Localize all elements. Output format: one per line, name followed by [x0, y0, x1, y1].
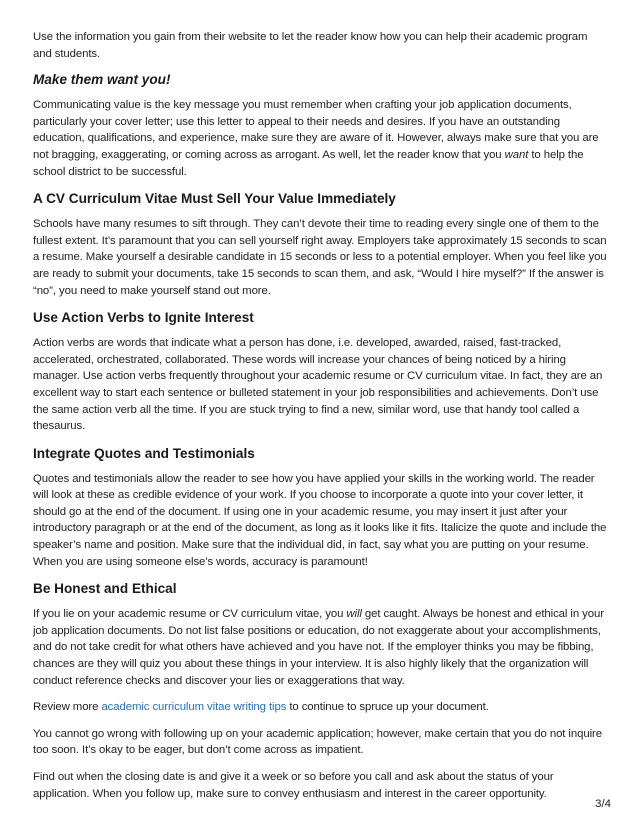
follow-up-paragraph: You cannot go wrong with following up on your academic application; however, make certain that you do not inquire too soon. It’s okay to be eager, but don’t come across as impatient. [33, 727, 602, 757]
quotes-paragraph: Quotes and testimonials allow the reader to see how you have applied your skills in the working world. The reader will look at these as credible evidence of your work. If you choose to incorporate a quote into your cover letter, it should go at the end of the document. If using one in your academic resume, you may insert it just after your introductory paragraph or at the end of the document, as long as it looks like it fits. Italicize the quote and include the speaker’s name and position. Make sure that the individual did, in fact, say what you are putting on your resume. When you are using someone else’s words, accuracy is paramount! [33, 472, 607, 568]
section-heading-make-them-want-you: Make them want you! [33, 72, 171, 88]
review-paragraph [33, 699, 608, 716]
cv-paragraph: Schools have many resumes to sift through. They can’t devote their time to reading every single one of them to the fullest extent. It’s paramount that you can sell yourself right away. Employers take approximately 15 seconds to scan a resume. Make yourself a desirable candidate in 15 seconds or less to a potential employer. When you feel like you are ready to submit your documents, take 15 seconds to scan them, and ask, “Would I hire myself?” If the answer is “no”, you need to make yourself stand out more. [33, 218, 607, 297]
action-verbs-paragraph: Action verbs are words that indicate what a person has done, i.e. developed, awarded, raised, fast-tracked, accelerated, orchestrated, collaborated. These words will increase your chances of being noticed by a hiring manager. Use action verbs frequently throughout your academic resume or CV curriculum vitae. In fact, they are an excellent way to start each sentence or bulleted statement in your job responsibilities and achievements. Don’t use the same action verb all the time. If you are stuck trying to find a new, similar word, use that handy tool called a thesaurus. [33, 337, 603, 433]
intro-paragraph: Use the information you gain from their website to let the reader know how you can help their academic program and students. [33, 31, 588, 60]
honest-paragraph [33, 606, 608, 689]
value-emphasis: want [504, 148, 529, 161]
section-heading-cv-sell-value: A CV Curriculum Vitae Must Sell Your Value Immediately [33, 191, 396, 207]
honest-text-end: get caught. Always be honest and ethical in your job application documents. Do not list false positions or education, do not exaggerate about your accomplishments, and do not take credit for what others have achieved and you have not. If the employer thinks you may be fibbing, chances are they will quiz you about these things in your interview. It is also highly likely that the organization will conduct reference checks and discover your lies or exaggerations that way. [33, 608, 604, 687]
value-text-start: Communicating value is the key message you must remember when crafting your job application documents, particularly your cover letter; use this letter to appeal to their needs and desires. If you have an outstanding education, qualifications, and experience, make sure they are aware of it. However, always make sure that you are not bragging, exaggerating, or coming across as arrogant. As well, let the reader know that you [33, 99, 599, 161]
value-paragraph [33, 97, 608, 180]
document-page [33, 29, 608, 812]
honest-emphasis: will [346, 608, 362, 621]
review-suffix: to continue to spruce up your document. [286, 701, 489, 714]
honest-text-start: If you lie on your academic resume or CV curriculum vitae, you [33, 608, 347, 621]
review-prefix: Review more [33, 701, 102, 714]
section-heading-honest-ethical: Be Honest and Ethical [33, 581, 177, 597]
value-text-end: to help the school district to be successful. [33, 148, 584, 178]
section-heading-action-verbs: Use Action Verbs to Ignite Interest [33, 310, 254, 326]
closing-paragraph: Find out when the closing date is and give it a week or so before you call and ask about the status of your application. When you follow up, make sure to convey enthusiasm and interest in the career opportunity. [33, 771, 554, 800]
page-number: 3/4 [595, 798, 611, 810]
cv-writing-tips-link[interactable]: academic curriculum vitae writing tips [101, 701, 287, 714]
section-heading-quotes-testimonials: Integrate Quotes and Testimonials [33, 445, 255, 461]
